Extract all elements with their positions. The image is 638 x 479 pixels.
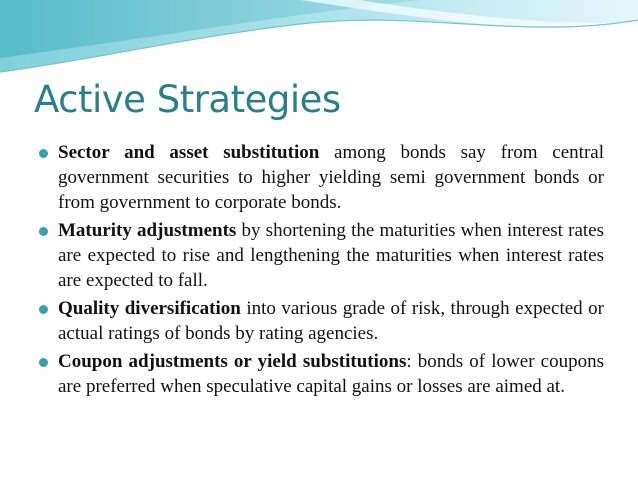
bullet-item — [38, 140, 604, 215]
slide-title: Active Strategies — [34, 78, 341, 121]
bullet-dot-icon — [39, 149, 48, 158]
bullet-term: Sector and asset substitution — [58, 142, 320, 163]
bullet-term: Quality diversification — [58, 298, 241, 319]
bullet-item — [38, 349, 604, 399]
bullet-dot-icon — [39, 305, 48, 314]
bullet-item — [38, 218, 604, 293]
bullet-list — [38, 140, 604, 402]
bullet-dot-icon — [39, 358, 48, 367]
bullet-text: : bonds of lower coupons are preferred when speculative capital gains or losses are aimed at. — [58, 351, 604, 397]
bullet-text: by shortening the maturities when interest rates are expected to rise and lengthening the maturities when interest rates are expected to fall. — [58, 220, 604, 291]
bullet-item — [38, 296, 604, 346]
bullet-term: Coupon adjustments or yield substitutions — [58, 351, 407, 372]
bullet-text: into various grade of risk, through expected or actual ratings of bonds by rating agencies. — [58, 298, 604, 344]
bullet-dot-icon — [39, 227, 48, 236]
bullet-term: Maturity adjustments — [58, 220, 237, 241]
bullet-text: among bonds say from central government securities to higher yielding semi government bonds or from government to corporate bonds. — [58, 142, 604, 213]
decorative-wave-header — [0, 0, 638, 90]
